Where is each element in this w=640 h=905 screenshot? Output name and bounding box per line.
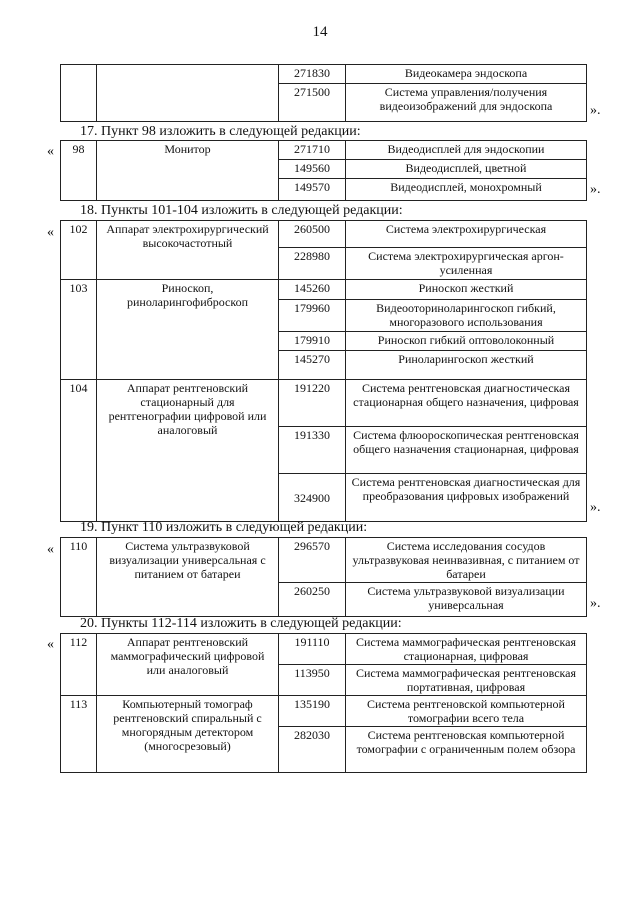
table-row — [61, 538, 587, 583]
description-cell: Система рентгеновская диагностическая для преобразования цифровых изображений — [346, 474, 587, 522]
item-name-cell: Система ультразвуковой визуализации универсальная с питанием от батареи — [97, 538, 279, 617]
item-name-cell: Компьютерный томограф рентгеновский спиральный с многорядным детектором (многосрезовый) — [97, 696, 279, 773]
code-cell: 228980 — [279, 248, 346, 280]
description-cell: Видеодисплей, цветной — [346, 160, 587, 179]
code-cell: 145270 — [279, 351, 346, 380]
code-cell: 271830 — [279, 65, 346, 84]
code-cell: 271500 — [279, 84, 346, 122]
item-number-cell: 110 — [61, 538, 97, 617]
description-cell: Видеокамера эндоскопа — [346, 65, 587, 84]
close-quote: ». — [590, 103, 601, 118]
table-continuation — [60, 64, 587, 122]
code-cell: 260250 — [279, 583, 346, 617]
code-cell: 324900 — [279, 474, 346, 522]
code-cell: 191110 — [279, 634, 346, 665]
item-name-cell: Монитор — [97, 141, 279, 201]
code-cell: 191330 — [279, 427, 346, 474]
table-row — [61, 65, 587, 84]
table-row — [61, 696, 587, 727]
table-row — [61, 280, 587, 300]
description-cell: Система маммографическая рентгеновская стационарная, цифровая — [346, 634, 587, 665]
open-quote: « — [47, 542, 54, 557]
section-heading-18: 18. Пункты 101-104 изложить в следующей редакции: — [80, 203, 403, 218]
description-cell: Видеооториноларингоскоп гибкий, многоразового использования — [346, 300, 587, 332]
code-cell: 179960 — [279, 300, 346, 332]
code-cell: 179910 — [279, 332, 346, 351]
item-name-cell — [97, 65, 279, 122]
code-cell: 135190 — [279, 696, 346, 727]
description-cell: Система рентгеновская компьютерной томографии с ограниченным полем обзора — [346, 727, 587, 773]
item-number-cell: 102 — [61, 221, 97, 280]
table-row — [61, 221, 587, 248]
description-cell: Система управления/получения видеоизображений для эндоскопа — [346, 84, 587, 122]
code-cell: 149560 — [279, 160, 346, 179]
code-cell: 296570 — [279, 538, 346, 583]
close-quote: ». — [590, 182, 601, 197]
item-name-cell: Риноскоп, риноларингофиброскоп — [97, 280, 279, 380]
description-cell: Риноскоп жесткий — [346, 280, 587, 300]
description-cell: Система исследования сосудов ультразвуковая неинвазивная, с питанием от батареи — [346, 538, 587, 583]
description-cell: Система рентгеновской компьютерной томографии всего тела — [346, 696, 587, 727]
item-name-cell: Аппарат рентгеновский стационарный для рентгенографии цифровой или аналоговый — [97, 380, 279, 522]
description-cell: Система маммографическая рентгеновская портативная, цифровая — [346, 665, 587, 696]
table-section-19 — [60, 537, 587, 617]
section-heading-19: 19. Пункт 110 изложить в следующей редакции: — [80, 520, 368, 535]
code-cell: 191220 — [279, 380, 346, 427]
code-cell: 145260 — [279, 280, 346, 300]
description-cell: Система электрохирургическая аргон-усиленная — [346, 248, 587, 280]
page-number: 14 — [312, 24, 328, 40]
open-quote: « — [47, 225, 54, 240]
table-row — [61, 380, 587, 427]
open-quote: « — [47, 637, 54, 652]
description-cell: Система рентгеновская диагностическая стационарная общего назначения, цифровая — [346, 380, 587, 427]
item-number-cell — [61, 65, 97, 122]
description-cell: Система электрохирургическая — [346, 221, 587, 248]
section-heading-17: 17. Пункт 98 изложить в следующей редакции: — [80, 124, 361, 139]
table-row — [61, 634, 587, 665]
table-section-17 — [60, 140, 587, 201]
description-cell: Риноларингоскоп жесткий — [346, 351, 587, 380]
open-quote: « — [47, 144, 54, 159]
code-cell: 271710 — [279, 141, 346, 160]
item-number-cell: 103 — [61, 280, 97, 380]
code-cell: 260500 — [279, 221, 346, 248]
code-cell: 113950 — [279, 665, 346, 696]
table-row — [61, 141, 587, 160]
description-cell: Система ультразвуковой визуализации универсальная — [346, 583, 587, 617]
description-cell: Система флюороскопическая рентгеновская общего назначения стационарная, цифровая — [346, 427, 587, 474]
code-cell: 149570 — [279, 179, 346, 201]
code-cell: 282030 — [279, 727, 346, 773]
item-number-cell: 112 — [61, 634, 97, 696]
item-number-cell: 113 — [61, 696, 97, 773]
table-section-18 — [60, 220, 587, 522]
item-number-cell: 98 — [61, 141, 97, 201]
item-name-cell: Аппарат электрохирургический высокочастотный — [97, 221, 279, 280]
description-cell: Видеодисплей, монохромный — [346, 179, 587, 201]
item-name-cell: Аппарат рентгеновский маммографический цифровой или аналоговый — [97, 634, 279, 696]
close-quote: ». — [590, 500, 601, 515]
section-heading-20: 20. Пункты 112-114 изложить в следующей редакции: — [80, 616, 402, 631]
item-number-cell: 104 — [61, 380, 97, 522]
description-cell: Риноскоп гибкий оптоволоконный — [346, 332, 587, 351]
description-cell: Видеодисплей для эндоскопии — [346, 141, 587, 160]
close-quote: ». — [590, 596, 601, 611]
table-section-20 — [60, 633, 587, 773]
